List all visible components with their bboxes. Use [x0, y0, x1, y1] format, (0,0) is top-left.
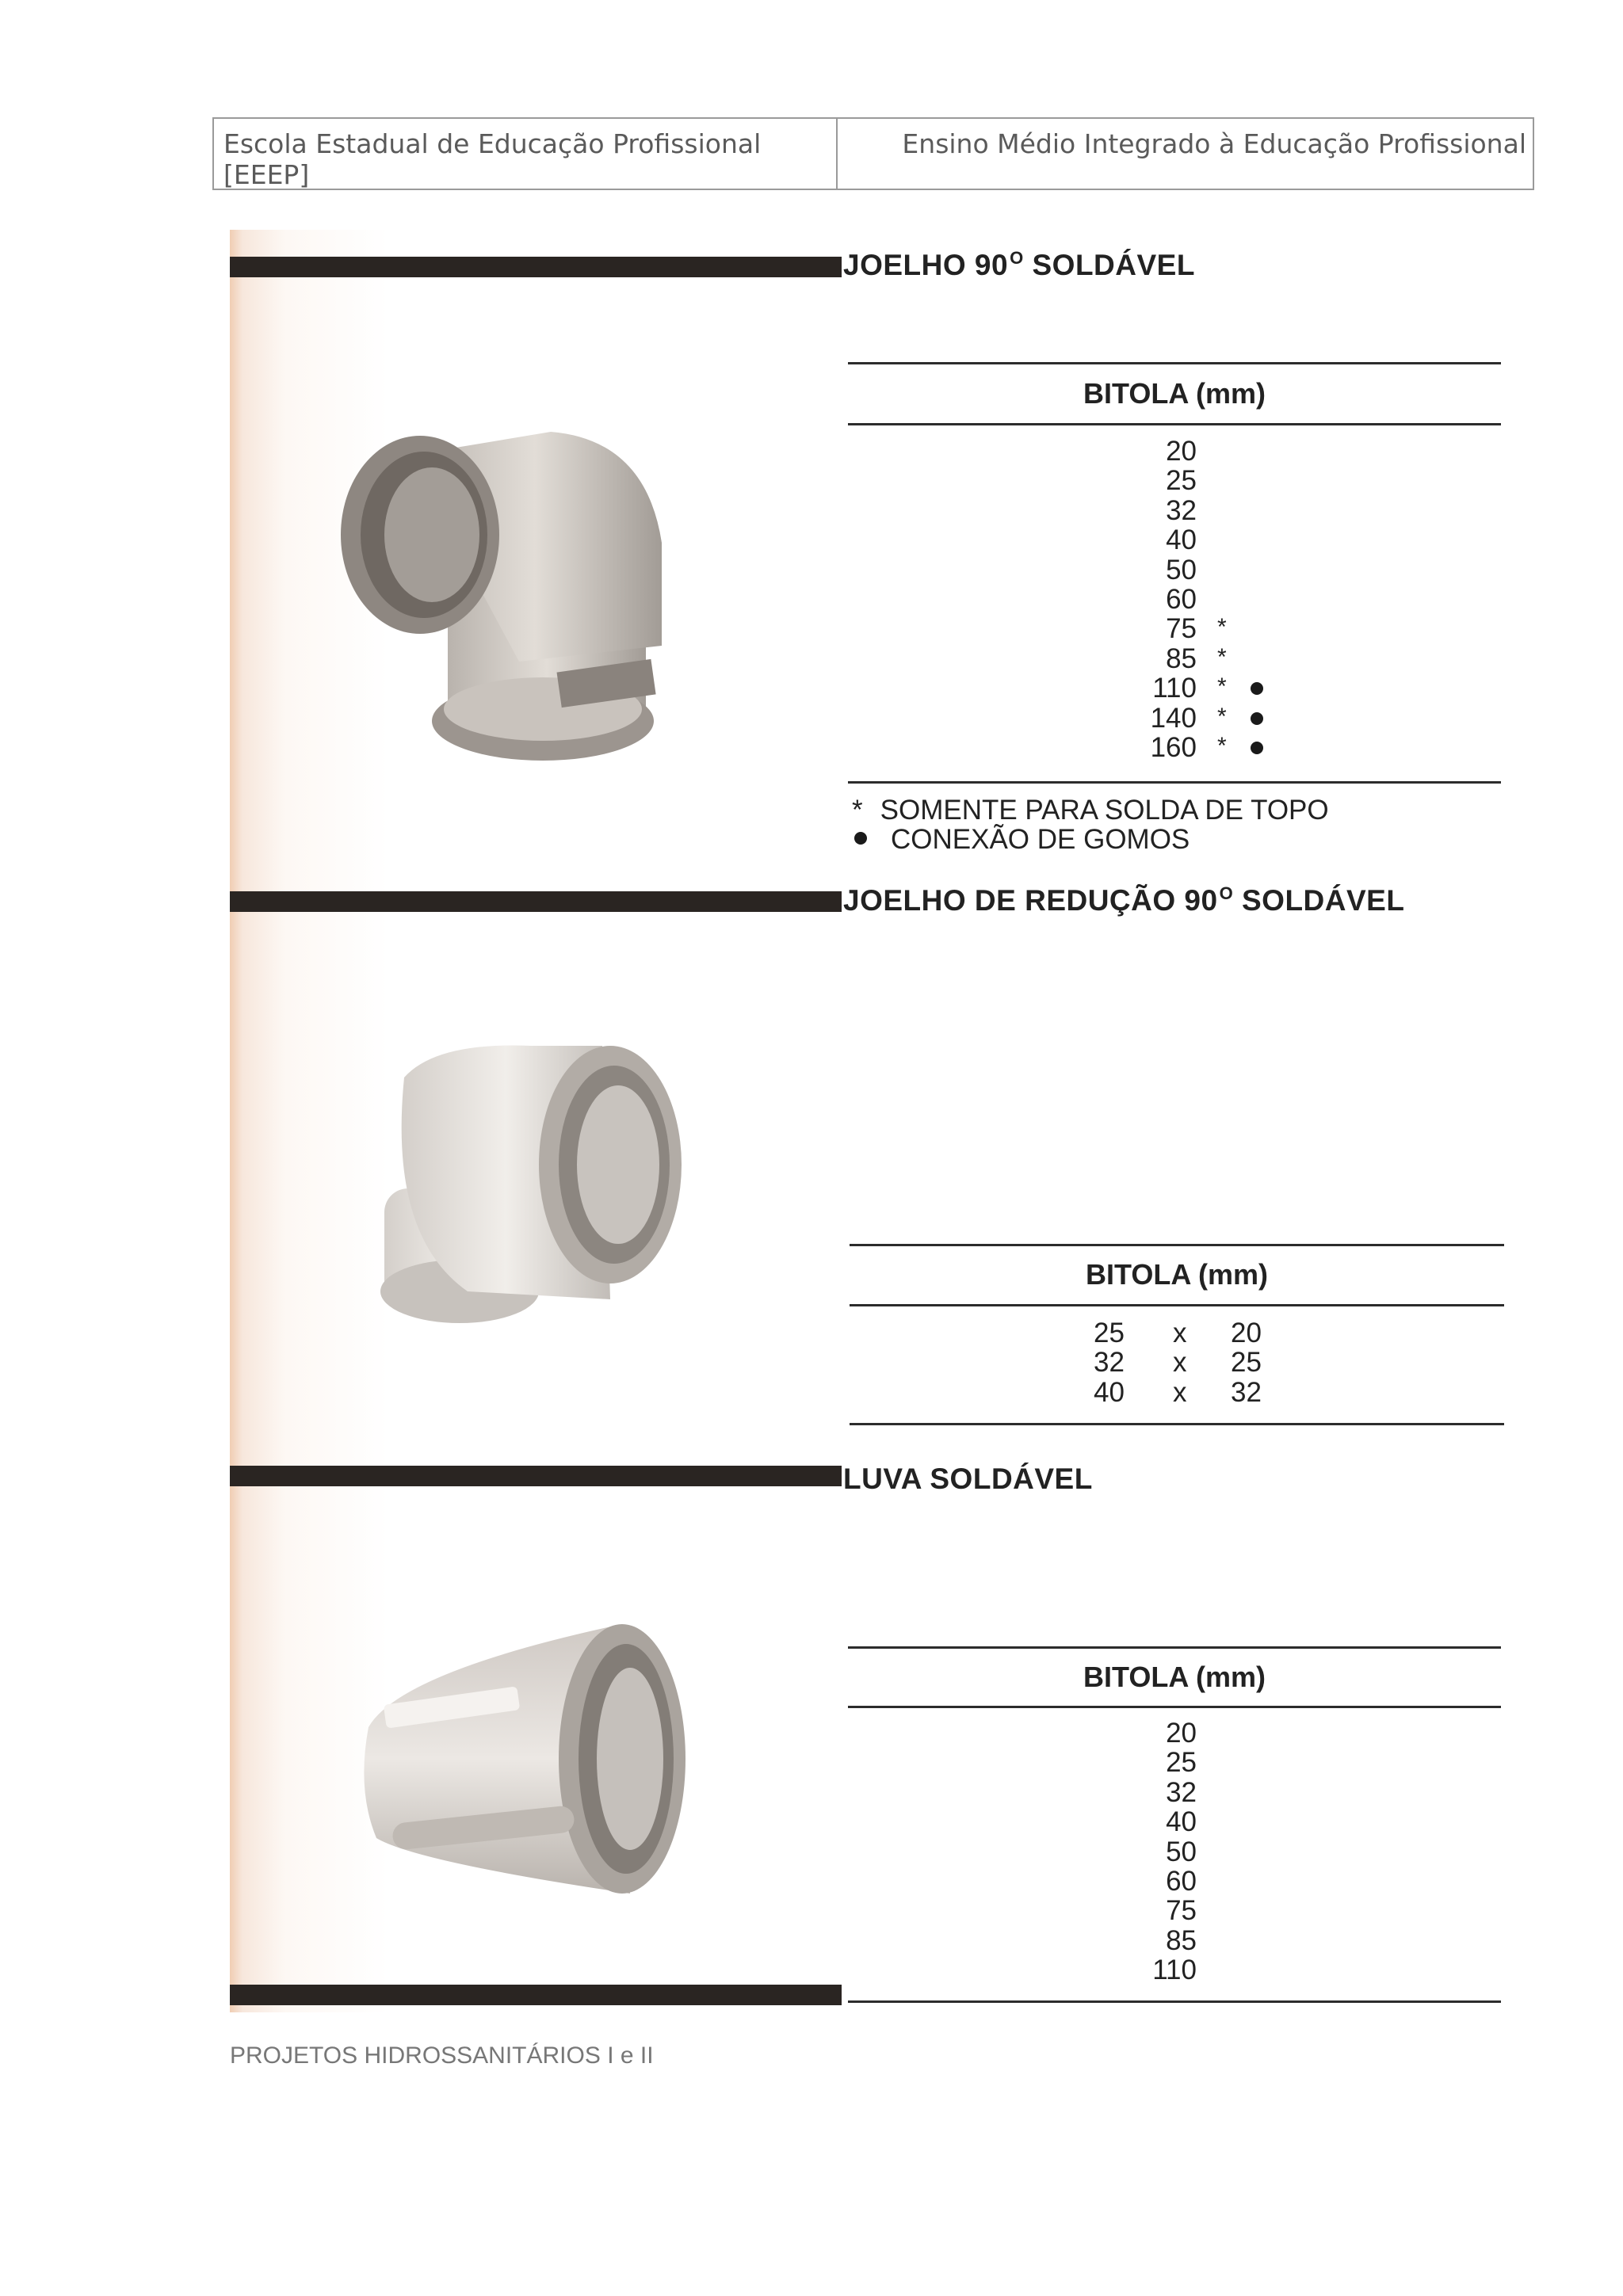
asterisk-mark: * — [1217, 673, 1227, 700]
times-sign: x — [1173, 1347, 1187, 1379]
bitola-value: 32 — [1166, 1776, 1197, 1808]
table-rule — [848, 2000, 1501, 2003]
bitola-row — [1133, 704, 1323, 733]
bitola-value: 25 — [1166, 1747, 1197, 1779]
joelho-90-bitola-list — [1133, 437, 1323, 762]
times-sign: x — [1173, 1376, 1187, 1408]
bitola-value: 160 — [1150, 731, 1197, 763]
bitola-value: 75 — [1166, 613, 1197, 645]
table-rule — [848, 781, 1501, 784]
bitola-row — [1133, 644, 1323, 673]
section-divider-bar — [230, 257, 842, 277]
bitola-row — [1133, 1748, 1197, 1777]
bitola-value: 40 — [1166, 1806, 1197, 1838]
bitola-value: 85 — [1166, 643, 1197, 674]
table-rule — [848, 362, 1501, 364]
note-asterisk: * SOMENTE PARA SOLDA DE TOPO — [852, 795, 1329, 826]
bitola-value: 32 — [1166, 494, 1197, 526]
section-divider-bar — [230, 1466, 842, 1486]
bitola-row — [1133, 614, 1323, 643]
reduced-diameter: 20 — [1231, 1318, 1262, 1348]
bullet-dot-icon — [854, 832, 867, 845]
bitola-row — [1133, 525, 1323, 555]
bitola-header: BITOLA (mm) — [1086, 1258, 1268, 1291]
reduction-row — [1094, 1347, 1268, 1377]
table-rule — [850, 1304, 1504, 1306]
asterisk-mark: * — [1217, 732, 1227, 759]
asterisk-mark: * — [1217, 614, 1227, 641]
page-header — [212, 117, 1534, 190]
bitola-row — [1133, 1896, 1197, 1925]
bitola-header: BITOLA (mm) — [1083, 1661, 1266, 1693]
bitola-value: 85 — [1166, 1924, 1197, 1956]
asterisk-mark: * — [1217, 703, 1227, 730]
bitola-row — [1133, 1718, 1197, 1748]
bitola-row — [1133, 1837, 1197, 1867]
table-rule — [848, 423, 1501, 425]
bitola-value: 40 — [1166, 524, 1197, 556]
bitola-value: 110 — [1152, 673, 1197, 704]
table-rule — [850, 1244, 1504, 1246]
table-rule — [848, 1706, 1501, 1708]
reduction-row — [1094, 1377, 1268, 1407]
header-course-name: Ensino Médio Integrado à Educação Profissional — [902, 128, 1526, 159]
bitola-row — [1133, 437, 1323, 466]
nominal-diameter: 25 — [1094, 1318, 1125, 1348]
bitola-row — [1133, 555, 1323, 585]
bitola-row — [1133, 1867, 1197, 1896]
bitola-row — [1133, 496, 1323, 525]
elbow-90-fitting-image — [313, 424, 693, 772]
reduced-diameter: 25 — [1231, 1347, 1262, 1379]
bitola-value: 60 — [1166, 583, 1197, 615]
bitola-value: 50 — [1166, 554, 1197, 585]
header-school-name: Escola Estadual de Educação Profissional [EEEP] — [214, 119, 838, 189]
note-dot: CONEXÃO DE GOMOS — [891, 824, 1190, 855]
bitola-value: 50 — [1166, 1836, 1197, 1867]
bitola-value: 75 — [1166, 1895, 1197, 1927]
bitola-row — [1133, 673, 1323, 703]
section-title-joelho-reducao-90: JOELHO DE REDUÇÃO $90^O$ SOLDÁVEL — [843, 883, 1405, 917]
bitola-value: 110 — [1152, 1955, 1197, 1986]
bitola-row — [1133, 1926, 1197, 1955]
times-sign: x — [1173, 1318, 1187, 1348]
bitola-row — [1133, 1778, 1197, 1807]
nominal-diameter: 40 — [1094, 1376, 1125, 1408]
coupling-sleeve-image — [353, 1600, 701, 1917]
table-rule — [850, 1423, 1504, 1425]
bitola-value: 140 — [1150, 702, 1197, 734]
luva-bitola-list — [1133, 1718, 1197, 1985]
reduction-row — [1094, 1318, 1268, 1348]
reducing-elbow-90-fitting-image — [372, 1030, 697, 1339]
dot-mark-icon — [1251, 742, 1263, 754]
bitola-value: 25 — [1166, 465, 1197, 497]
reduced-diameter: 32 — [1231, 1376, 1262, 1408]
bitola-row — [1133, 1807, 1197, 1836]
bitola-value: 20 — [1166, 1718, 1197, 1749]
asterisk-mark: * — [1217, 643, 1227, 670]
bitola-value: 60 — [1166, 1865, 1197, 1897]
nominal-diameter: 32 — [1094, 1347, 1125, 1379]
dot-mark-icon — [1251, 682, 1263, 695]
bitola-value: 20 — [1166, 436, 1197, 467]
section-title-joelho-90: JOELHO $90^O$ SOLDÁVEL — [843, 248, 1195, 281]
section-divider-bar — [230, 1985, 842, 2005]
page-footer: PROJETOS HIDROSSANITÁRIOS I e II — [230, 2042, 654, 2069]
table-rule — [848, 1646, 1501, 1649]
bitola-header: BITOLA (mm) — [1083, 377, 1266, 410]
bitola-row — [1133, 466, 1323, 495]
bitola-row — [1133, 1955, 1197, 1985]
section-title-luva: LUVA SOLDÁVEL — [843, 1463, 1093, 1495]
bitola-row — [1133, 733, 1323, 762]
dot-mark-icon — [1251, 712, 1263, 725]
section-divider-bar — [230, 891, 842, 912]
bitola-row — [1133, 585, 1323, 614]
